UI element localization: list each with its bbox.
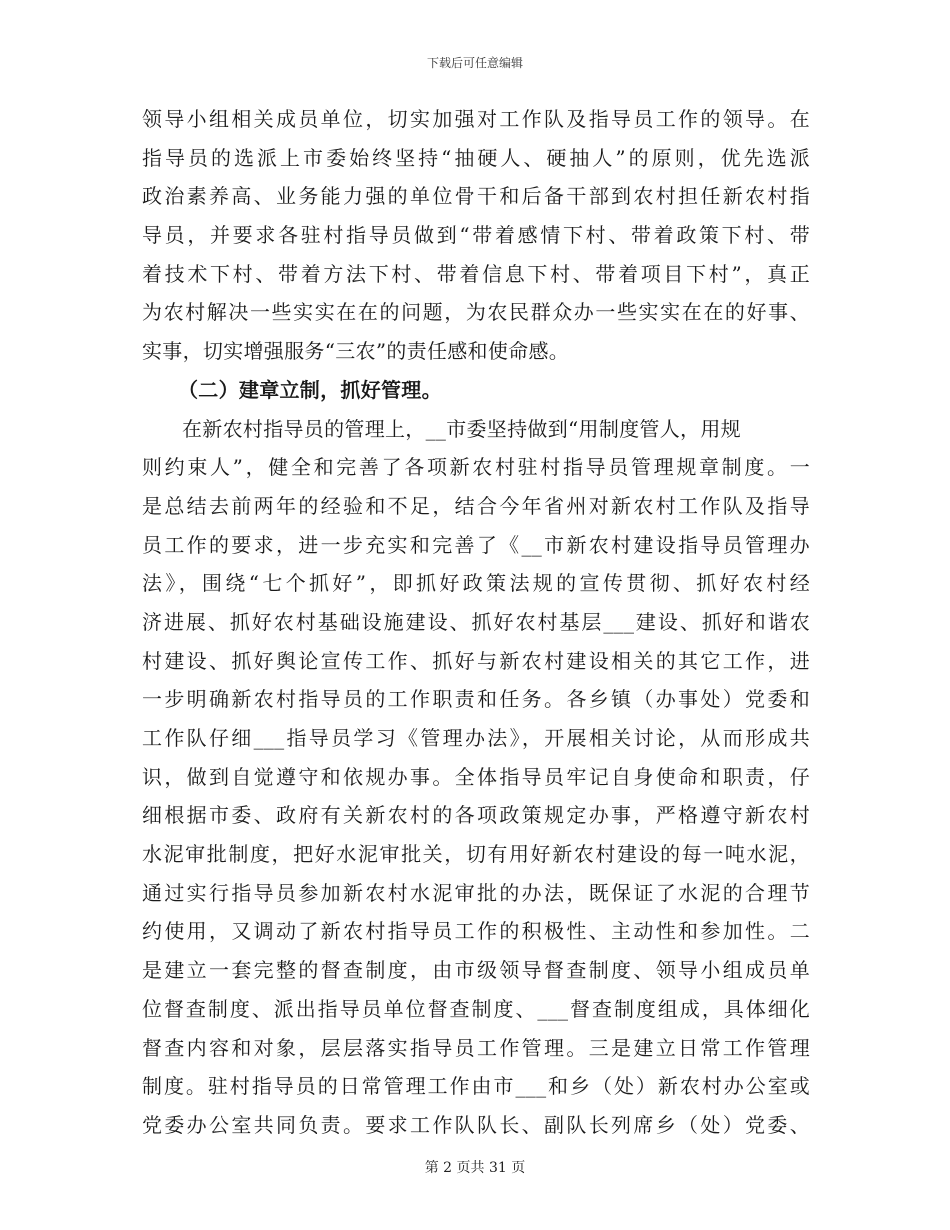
document-body bbox=[142, 100, 810, 1145]
paragraph-line: 是建立一套完整的督查制度，由市级领导督查制度、领导小组成员单 bbox=[142, 958, 810, 983]
paragraph-line: 村建设、抓好舆论宣传工作、抓好与新农村建设相关的其它工作，进 bbox=[142, 648, 810, 673]
paragraph-line: 着技术下村、带着方法下村、带着信息下村、带着项目下村”，真正 bbox=[142, 261, 810, 286]
paragraph-line: 导员，并要求各驻村指导员做到“带着感情下村、带着政策下村、带 bbox=[142, 223, 810, 248]
section-heading: （二）建章立制，抓好管理。 bbox=[178, 377, 442, 402]
paragraph-line: 位督查制度、派出指导员单位督查制度、___督查制度组成，具体细化 bbox=[142, 996, 810, 1021]
paragraph-line: 实事，切实增强服务“三农”的责任感和使命感。 bbox=[142, 339, 570, 364]
page-number: 第 2 页共 31 页 bbox=[424, 1160, 526, 1176]
paragraph-line: 则约束人”，健全和完善了各项新农村驻村指导员管理规章制度。一 bbox=[142, 455, 810, 480]
paragraph-line: 领导小组相关成员单位，切实加强对工作队及指导员工作的领导。在 bbox=[142, 107, 810, 131]
paragraph-line: 约使用，又调动了新农村指导员工作的积极性、主动性和参加性。二 bbox=[142, 919, 810, 944]
paragraph-line: 政治素养高、业务能力强的单位骨干和后备干部到农村担任新农村指 bbox=[142, 184, 810, 209]
page-header-note: 下载后可任意编辑 bbox=[426, 56, 523, 70]
paragraph-line: 员工作的要求，进一步充实和完善了《__市新农村建设指导员管理办 bbox=[142, 532, 810, 557]
paragraph-line: 是总结去前两年的经验和不足，结合今年省州对新农村工作队及指导 bbox=[142, 493, 810, 518]
paragraph-line: 法》，围绕“七个抓好”，即抓好政策法规的宣传贯彻、抓好农村经 bbox=[142, 571, 810, 596]
paragraph-line: 识，做到自觉遵守和依规办事。全体指导员牢记自身使命和职责，仔 bbox=[142, 764, 810, 789]
paragraph-line: 济进展、抓好农村基础设施建设、抓好农村基层___建设、抓好和谐农 bbox=[142, 609, 810, 634]
paragraph-line: 督查内容和对象，层层落实指导员工作管理。三是建立日常工作管理 bbox=[142, 1035, 810, 1060]
paragraph-line: 党委办公室共同负责。要求工作队队长、副队长列席乡（处）党委、 bbox=[142, 1112, 810, 1137]
paragraph-line: 一步明确新农村指导员的工作职责和任务。各乡镇（办事处）党委和 bbox=[142, 687, 810, 712]
paragraph-line: 制度。驻村指导员的日常管理工作由市___和乡（处）新农村办公室或 bbox=[142, 1074, 810, 1099]
paragraph-line: 细根据市委、政府有关新农村的各项政策规定办事，严格遵守新农村 bbox=[142, 803, 810, 828]
paragraph-line: 工作队仔细___指导员学习《管理办法》，开展相关讨论，从而形成共 bbox=[142, 726, 810, 750]
paragraph-line: 为农村解决一些实实在在的问题，为农民群众办一些实实在在的好事、 bbox=[142, 300, 810, 325]
paragraph-line: 指导员的选派上市委始终坚持“抽硬人、硬抽人”的原则，优先选派 bbox=[142, 145, 810, 170]
paragraph-line: 在新农村指导员的管理上，__市委坚持做到“用制度管人，用规 bbox=[182, 416, 741, 441]
paragraph-line: 水泥审批制度，把好水泥审批关，切有用好新农村建设的每一吨水泥， bbox=[142, 842, 810, 867]
paragraph-line: 通过实行指导员参加新农村水泥审批的办法，既保证了水泥的合理节 bbox=[142, 880, 810, 905]
